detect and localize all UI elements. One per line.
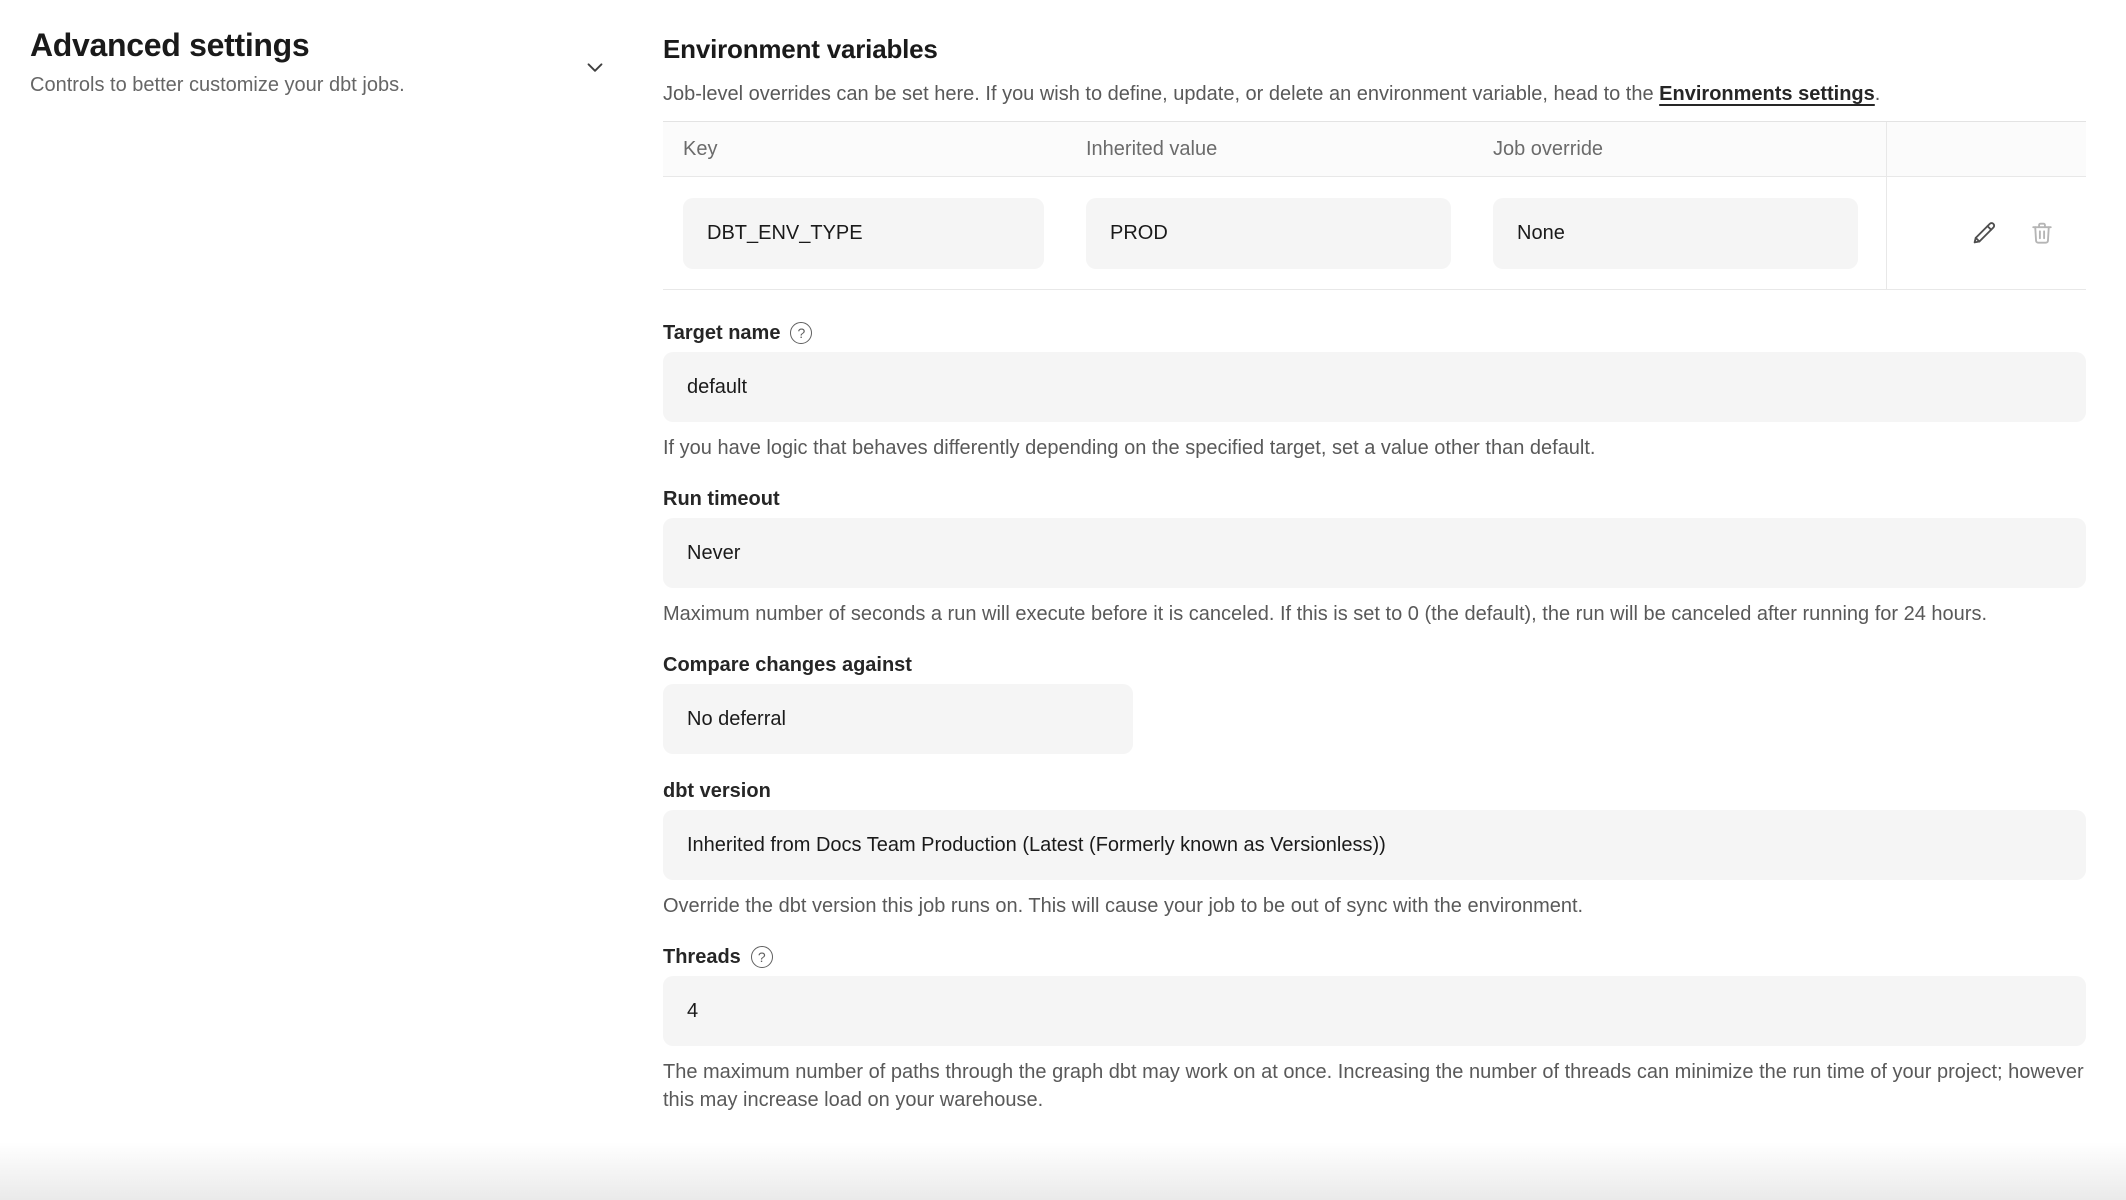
field-label: [663, 488, 2086, 510]
run-timeout-helper: Maximum number of seconds a run will execute before it is canceled. If this is set to 0 (the default), the run will be canceled after running for 24 hours.: [663, 603, 1988, 625]
edit-env-var-button[interactable]: [1968, 217, 2000, 249]
field-compare-changes: [663, 654, 2086, 754]
edit-pencil-icon: [1969, 218, 1999, 248]
column-header-actions: [1886, 122, 2086, 176]
field-label: [663, 322, 2086, 344]
field-run-timeout: [663, 488, 2086, 628]
env-var-key-field[interactable]: DBT_ENV_TYPE: [683, 198, 1044, 269]
field-label: [663, 654, 2086, 676]
target-name-helper: If you have logic that behaves differently depending on the specified target, set a value other than default.: [663, 437, 1596, 459]
table-row: [663, 177, 2086, 289]
env-vars-table-header: [663, 122, 2086, 177]
help-icon[interactable]: ?: [790, 322, 812, 344]
field-label: [663, 946, 2086, 968]
threads-helper: The maximum number of paths through the graph dbt may work on at once. Increasing the number of threads can minimize the run time of your project; however this may increase load on your warehouse.: [663, 1061, 2084, 1111]
compare-changes-label: Compare changes against: [663, 654, 912, 676]
delete-trash-icon: [2028, 219, 2056, 247]
threads-label: Threads: [663, 946, 741, 968]
page-subtitle: Controls to better customize your dbt jobs.: [30, 74, 405, 96]
env-var-job-override-field[interactable]: None: [1493, 198, 1858, 269]
bottom-scroll-fade: [0, 1142, 2126, 1200]
env-var-override-cell: [1493, 198, 1886, 269]
dbt-version-label: dbt version: [663, 780, 771, 802]
env-var-key-cell: [683, 198, 1086, 269]
target-name-input[interactable]: default: [663, 352, 2086, 422]
help-icon[interactable]: ?: [751, 946, 773, 968]
field-dbt-version: [663, 780, 2086, 920]
environment-variables-section: [663, 32, 2086, 1114]
run-timeout-input[interactable]: Never: [663, 518, 2086, 588]
description-text: Job-level overrides can be set here. If you wish to define, update, or delete an environment variable, head to the: [663, 83, 1660, 105]
env-var-actions-cell: [1886, 177, 2086, 289]
environments-settings-link[interactable]: Environments settings: [1659, 83, 1875, 105]
collapse-section-button[interactable]: [578, 50, 612, 84]
env-vars-table: [663, 121, 2086, 290]
threads-input[interactable]: 4: [663, 976, 2086, 1046]
field-threads: [663, 946, 2086, 1114]
target-name-label: Target name: [663, 322, 781, 344]
delete-env-var-button[interactable]: [2026, 217, 2058, 249]
field-target-name: [663, 322, 2086, 462]
env-var-inherited-value-field[interactable]: PROD: [1086, 198, 1451, 269]
section-description: [663, 80, 2086, 108]
column-header-inherited-value: Inherited value: [1086, 137, 1218, 160]
section-title: Environment variables: [663, 34, 938, 64]
column-header-key: Key: [683, 137, 718, 160]
run-timeout-label: Run timeout: [663, 488, 780, 510]
description-period: .: [1874, 83, 1881, 105]
dbt-version-helper: Override the dbt version this job runs on. This will cause your job to be out of sync with the environment.: [663, 895, 1584, 917]
dbt-version-select[interactable]: Inherited from Docs Team Production (Latest (Formerly known as Versionless)): [663, 810, 2086, 880]
page-title: Advanced settings: [30, 27, 310, 63]
left-panel: [30, 26, 570, 98]
field-label: [663, 780, 2086, 802]
env-var-inherited-cell: [1086, 198, 1493, 269]
compare-changes-select[interactable]: No deferral: [663, 684, 1133, 754]
column-header-job-override: Job override: [1493, 137, 1604, 160]
chevron-down-icon: [582, 54, 608, 80]
